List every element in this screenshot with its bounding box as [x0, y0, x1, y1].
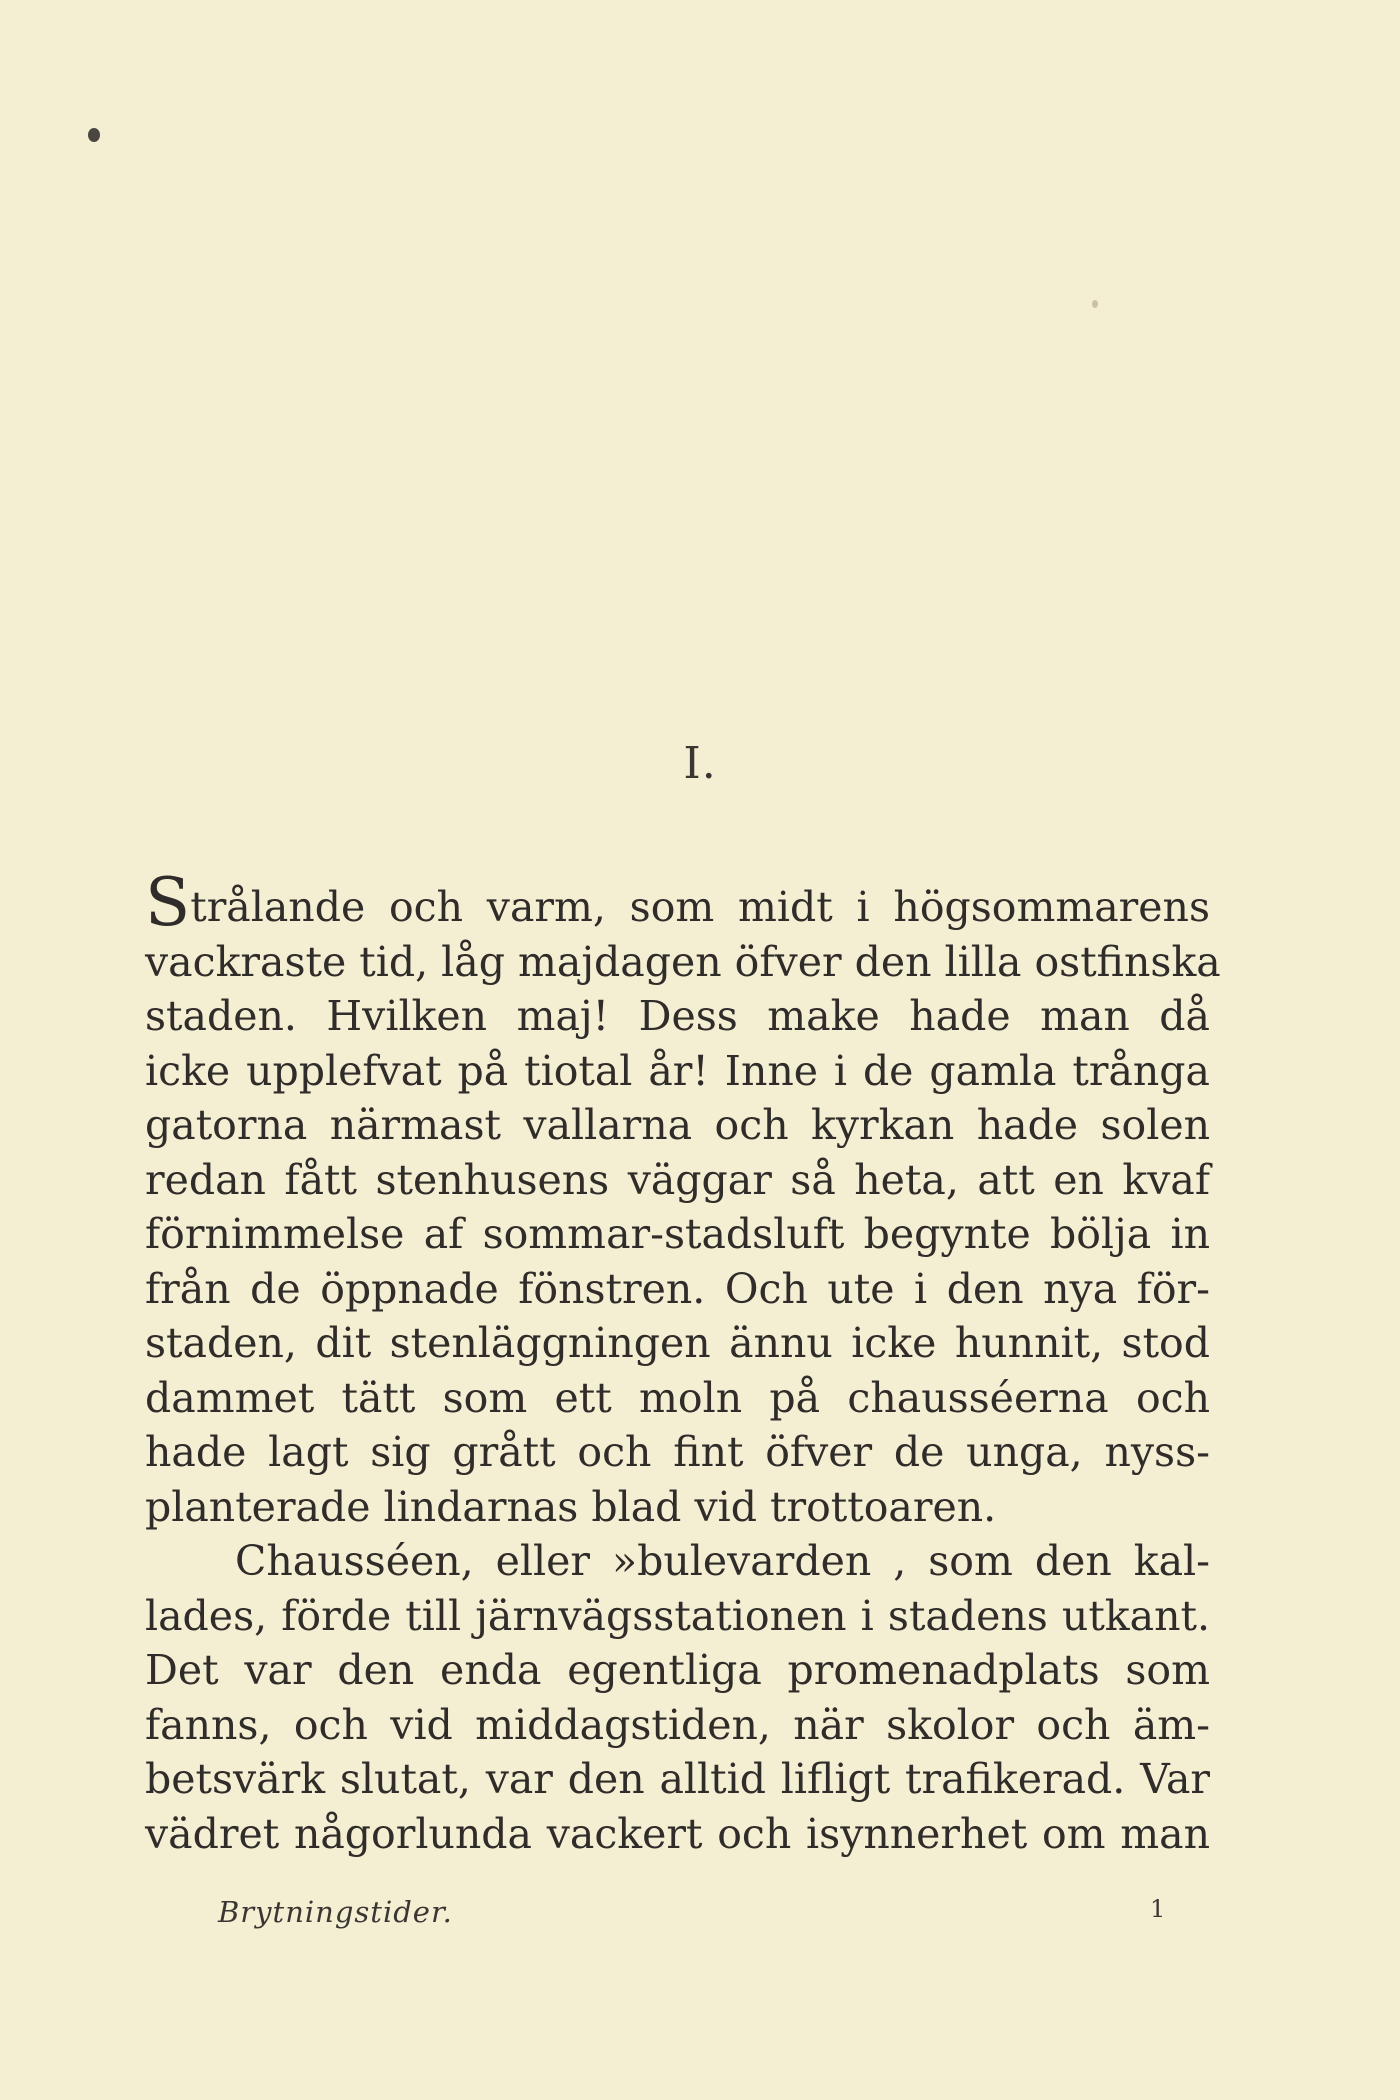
text-line: vackraste tid, låg majdagen öfver den lilla ostfinska: [145, 937, 1221, 986]
drop-cap: S: [145, 864, 191, 941]
text-line: planterade lindarnas blad vid trottoaren.: [145, 1482, 997, 1531]
text-line: icke upplefvat på tiotal år! Inne i de gamla trånga: [145, 1046, 1210, 1095]
text-line: från de öppnade fönstren. Och ute i den nya för-: [145, 1264, 1210, 1313]
running-title: Brytningstider.: [218, 1895, 453, 1929]
text-line: Det var den enda egentliga promenadplats som: [145, 1646, 1210, 1694]
text-line: fanns, och vid middagstiden, när skolor och äm-: [145, 1700, 1210, 1749]
text-line: hade lagt sig grått och fint öfver de unga, nyss-: [145, 1428, 1210, 1476]
text-line: förnimmelse af sommar-stadsluft begynte bölja in: [145, 1210, 1210, 1258]
text-line: dammet tätt som ett moln på chausséerna och: [145, 1373, 1210, 1422]
text-line: gatorna närmast vallarna och kyrkan hade solen: [145, 1101, 1210, 1149]
text-line: lades, förde till järnvägsstationen i stadens utkant.: [145, 1591, 1210, 1640]
ink-speck: [88, 128, 100, 142]
text-line: betsvärk slutat, var den alltid lifligt trafikerad. Var: [145, 1755, 1210, 1803]
body-text: [145, 864, 1221, 1861]
text-line: staden. Hvilken maj! Dess make hade man då: [145, 992, 1210, 1040]
paper-speck: [1092, 300, 1098, 308]
text-line: staden, dit stenläggningen ännu icke hunnit, stod: [145, 1319, 1210, 1367]
text-line: Chausséen, eller »bulevarden , som den kal-: [235, 1537, 1210, 1585]
chapter-number: I.: [683, 738, 717, 789]
signature-mark: 1: [1150, 1895, 1166, 1923]
text-line: vädret någorlunda vackert och isynnerhet om man: [145, 1809, 1210, 1858]
text-line: Strålande och varm, som midt i högsommarens: [145, 864, 1210, 941]
text-line: redan fått stenhusens väggar så heta, att en kvaf: [145, 1155, 1210, 1204]
